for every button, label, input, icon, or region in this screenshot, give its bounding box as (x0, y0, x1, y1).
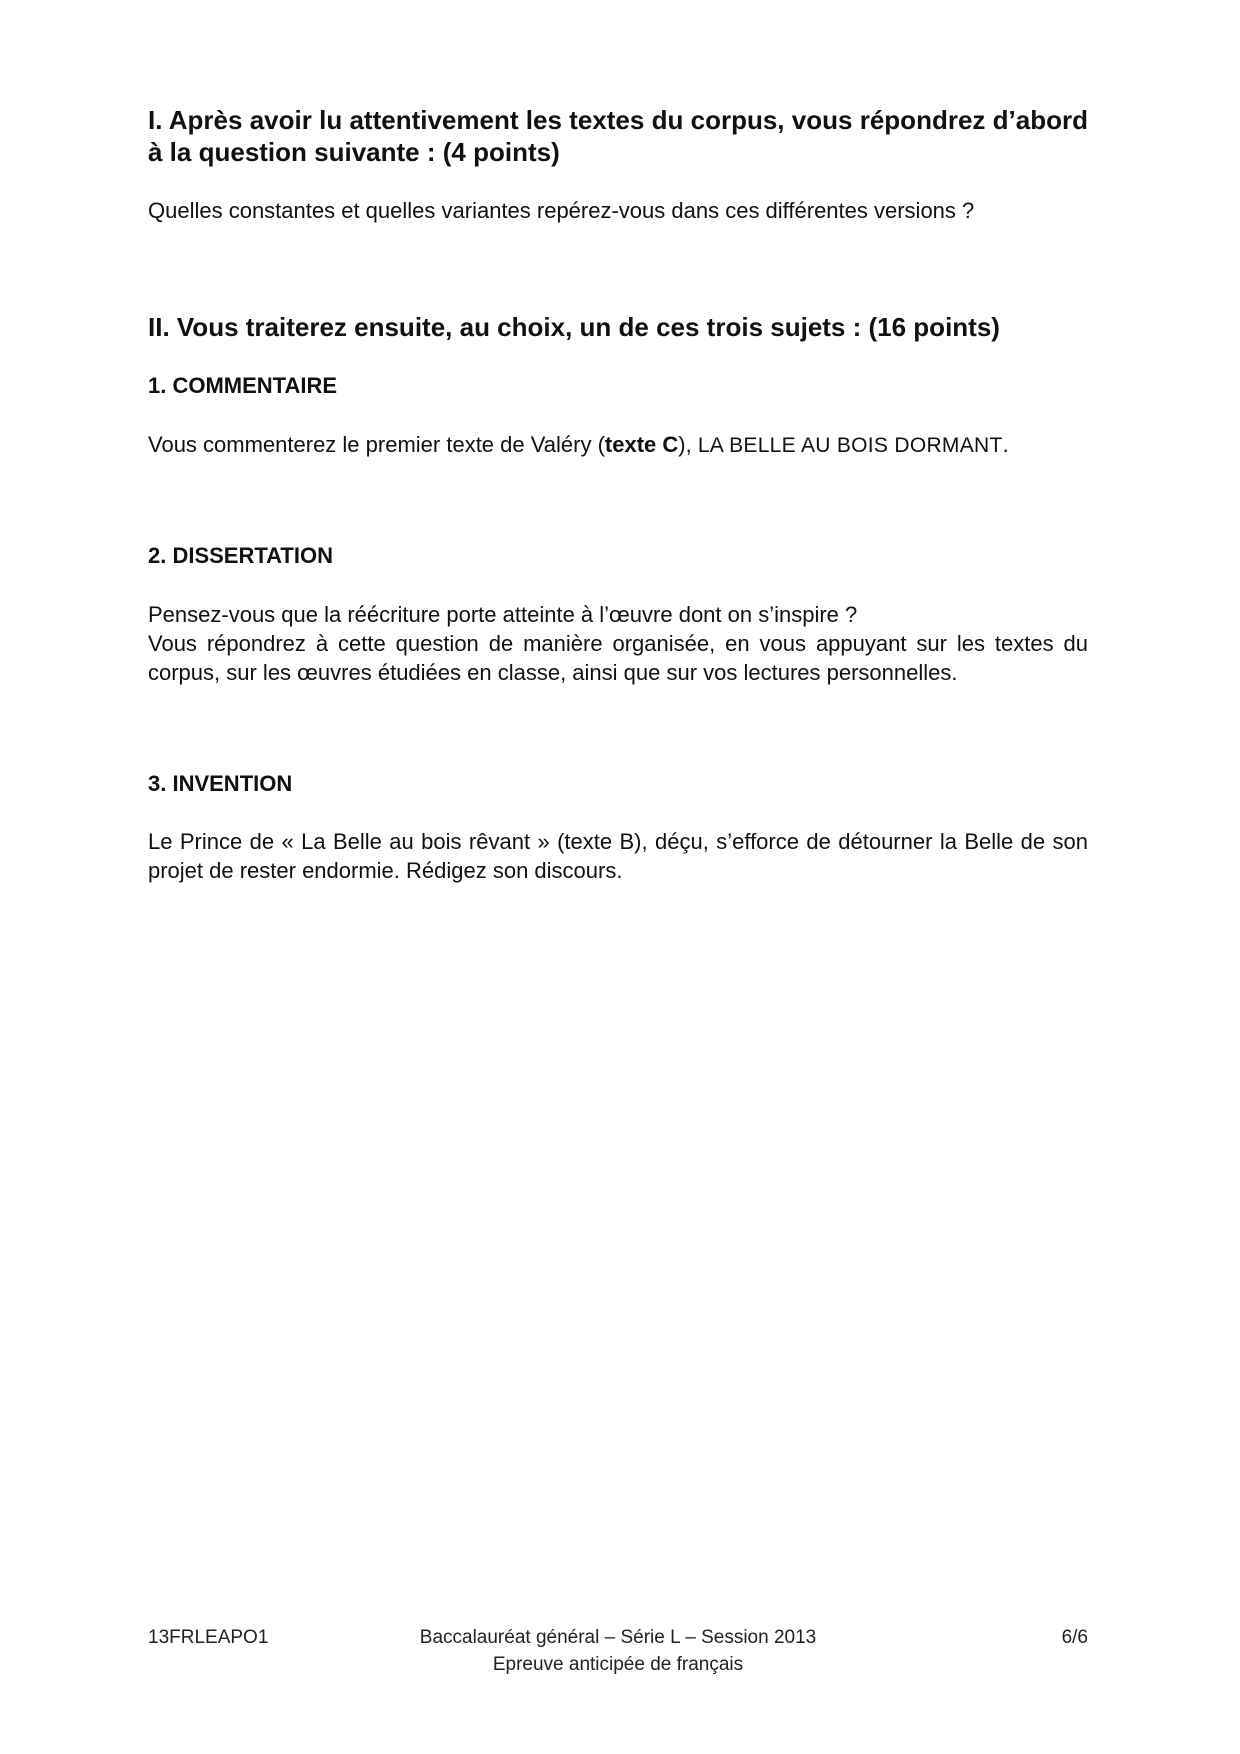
footer-exam-info (148, 1624, 1088, 1678)
footer-line1: Baccalauréat général – Série L – Session 2013 (419, 1627, 817, 1648)
subject1-text-after: ), (678, 432, 698, 457)
subject1-heading: 1. COMMENTAIRE (148, 373, 338, 398)
subject3-heading: 3. INVENTION (148, 771, 293, 796)
subject2-question: Pensez-vous que la réécriture porte atteinte à l’œuvre dont on s’inspire ? (148, 602, 858, 627)
subject1-text-bold: texte C (604, 432, 679, 457)
subject1-body (148, 430, 1088, 460)
subject1-title-caps: LA BELLE AU BOIS DORMANT (697, 434, 1003, 457)
subject2-instructions: Vous répondrez à cette question de manière organisée, en vous appuyant sur les textes du corpus, sur les œuvres étudiées en classe, ainsi que sur vos lectures personnelles. (148, 631, 1088, 685)
subject3-body: Le Prince de « La Belle au bois rêvant » (texte B), déçu, s’efforce de détourner la Belle de son projet de rester endormie. Rédigez son discours. (148, 829, 1088, 883)
subject2-heading: 2. DISSERTATION (148, 543, 333, 568)
part1-question: Quelles constantes et quelles variantes repérez-vous dans ces différentes versions ? (148, 198, 975, 223)
part2-title: II. Vous traiterez ensuite, au choix, un de ces trois sujets : (16 points) (148, 312, 1000, 342)
footer-exam-code: 13FRLEAPO1 (148, 1627, 269, 1648)
footer-line2: Epreuve anticipée de français (492, 1654, 744, 1675)
subject2-body (148, 600, 1088, 687)
subject1-text-before: Vous commenterez le premier texte de Valéry ( (148, 432, 605, 457)
footer-page-number: 6/6 (1061, 1627, 1088, 1648)
subject1-text-end: . (1002, 432, 1009, 457)
part1-title: I. Après avoir lu attentivement les textes du corpus, vous répondrez d’abord à la question suivante : (4 points) (148, 105, 1088, 167)
